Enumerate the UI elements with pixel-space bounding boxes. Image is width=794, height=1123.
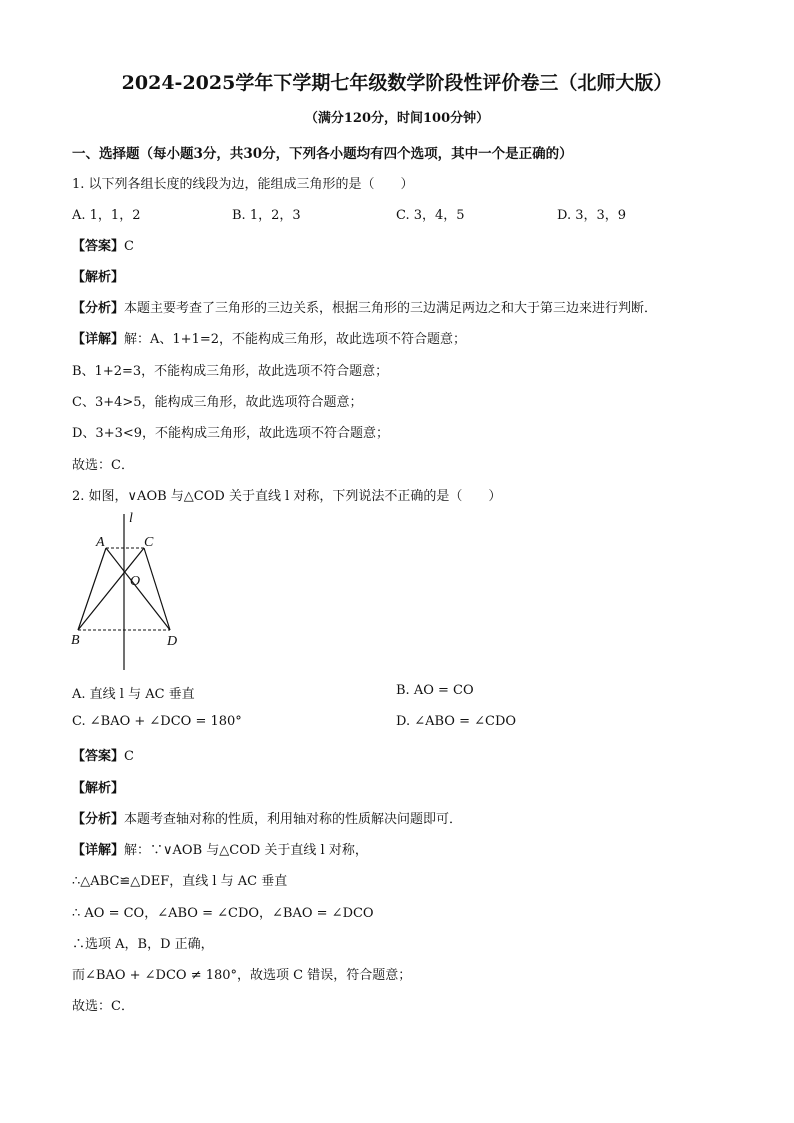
q1-detail-1 xyxy=(72,328,466,347)
q2-detail-4: ∴选项 A，B，D 正确， xyxy=(72,937,214,952)
q1-answer xyxy=(72,235,134,254)
geometry-figure xyxy=(66,506,196,674)
label-l: l xyxy=(129,511,133,526)
q2-detail-6: 故选：C． xyxy=(72,999,134,1014)
label-b: B xyxy=(71,633,80,648)
q1-fenxi xyxy=(72,297,657,316)
answer-tag: 【答案】 xyxy=(72,749,125,764)
q2-detail-3: ∴ AO = CO，∠ABO = ∠CDO，∠BAO = ∠DCO xyxy=(72,906,374,921)
fenxi-text: 本题考查轴对称的性质，利用轴对称的性质解决问题即可． xyxy=(124,812,463,827)
label-c: C xyxy=(144,535,154,550)
q2-option-c: C. ∠BAO + ∠DCO = 180° xyxy=(72,714,242,729)
detail-text: 解：∵∨AOB 与△COD 关于直线 l 对称， xyxy=(124,843,368,858)
q2-analysis-tag: 【解析】 xyxy=(72,781,125,796)
page-title: 2024-2025学年下学期七年级数学阶段性评价卷三（北师大版） xyxy=(121,72,673,94)
answer-value: C xyxy=(124,749,134,764)
segment-cb xyxy=(78,548,144,630)
detail-text: 解：A、1+1=2，不能构成三角形，故此选项不符合题意； xyxy=(124,332,467,347)
q1-option-c: C. 3，4，5 xyxy=(396,208,465,223)
detail-tag: 【详解】 xyxy=(72,843,125,858)
fenxi-tag: 【分析】 xyxy=(72,301,125,316)
q2-stem: 2. 如图，∨AOB 与△COD 关于直线 l 对称，下列说法不正确的是（ ） xyxy=(72,489,502,504)
q1-detail-3: C、3+4>5，能构成三角形，故此选项符合题意； xyxy=(72,395,363,410)
q1-option-b: B. 1，2，3 xyxy=(232,208,301,223)
q1-detail-5: 故选：C． xyxy=(72,458,134,473)
answer-tag: 【答案】 xyxy=(72,239,125,254)
detail-tag: 【详解】 xyxy=(72,332,125,347)
q1-stem: 1. 以下列各组长度的线段为边，能组成三角形的是（ ） xyxy=(72,177,414,192)
q2-option-b: B. AO = CO xyxy=(396,683,474,698)
q1-detail-4: D、3+3<9，不能构成三角形，故此选项不符合题意； xyxy=(72,426,390,441)
label-a: A xyxy=(96,535,105,550)
q2-answer xyxy=(72,745,134,764)
q2-option-a: A. 直线 l 与 AC 垂直 xyxy=(72,687,195,702)
answer-value: C xyxy=(124,239,134,254)
label-d: D xyxy=(167,634,178,649)
q2-option-d: D. ∠ABO = ∠CDO xyxy=(396,714,517,729)
q1-analysis-tag: 【解析】 xyxy=(72,270,125,285)
section-heading: 一、选择题（每小题3分，共30分，下列各小题均有四个选项，其中一个是正确的） xyxy=(72,146,573,162)
q2-fenxi xyxy=(72,808,462,827)
q2-detail-1 xyxy=(72,839,368,858)
fenxi-tag: 【分析】 xyxy=(72,812,125,827)
q1-option-d: D. 3，3，9 xyxy=(557,208,627,223)
q2-detail-2: ∴△ABC≌△DEF，直线 l 与 AC 垂直 xyxy=(72,874,288,889)
label-o: O xyxy=(130,574,141,589)
fenxi-text: 本题主要考查了三角形的三边关系，根据三角形的三边满足两边之和大于第三边来进行判断． xyxy=(124,301,658,316)
segment-cd xyxy=(144,548,170,630)
q2-detail-5: 而∠BAO + ∠DCO ≠ 180°，故选项 C 错误，符合题意； xyxy=(72,968,412,983)
page-subtitle: （满分120分，时间100分钟） xyxy=(304,111,490,126)
q1-detail-2: B、1+2=3，不能构成三角形，故此选项不符合题意； xyxy=(72,364,389,379)
q1-option-a: A. 1，1，2 xyxy=(72,208,141,223)
segment-ab xyxy=(78,548,106,630)
segment-ad xyxy=(106,548,170,630)
